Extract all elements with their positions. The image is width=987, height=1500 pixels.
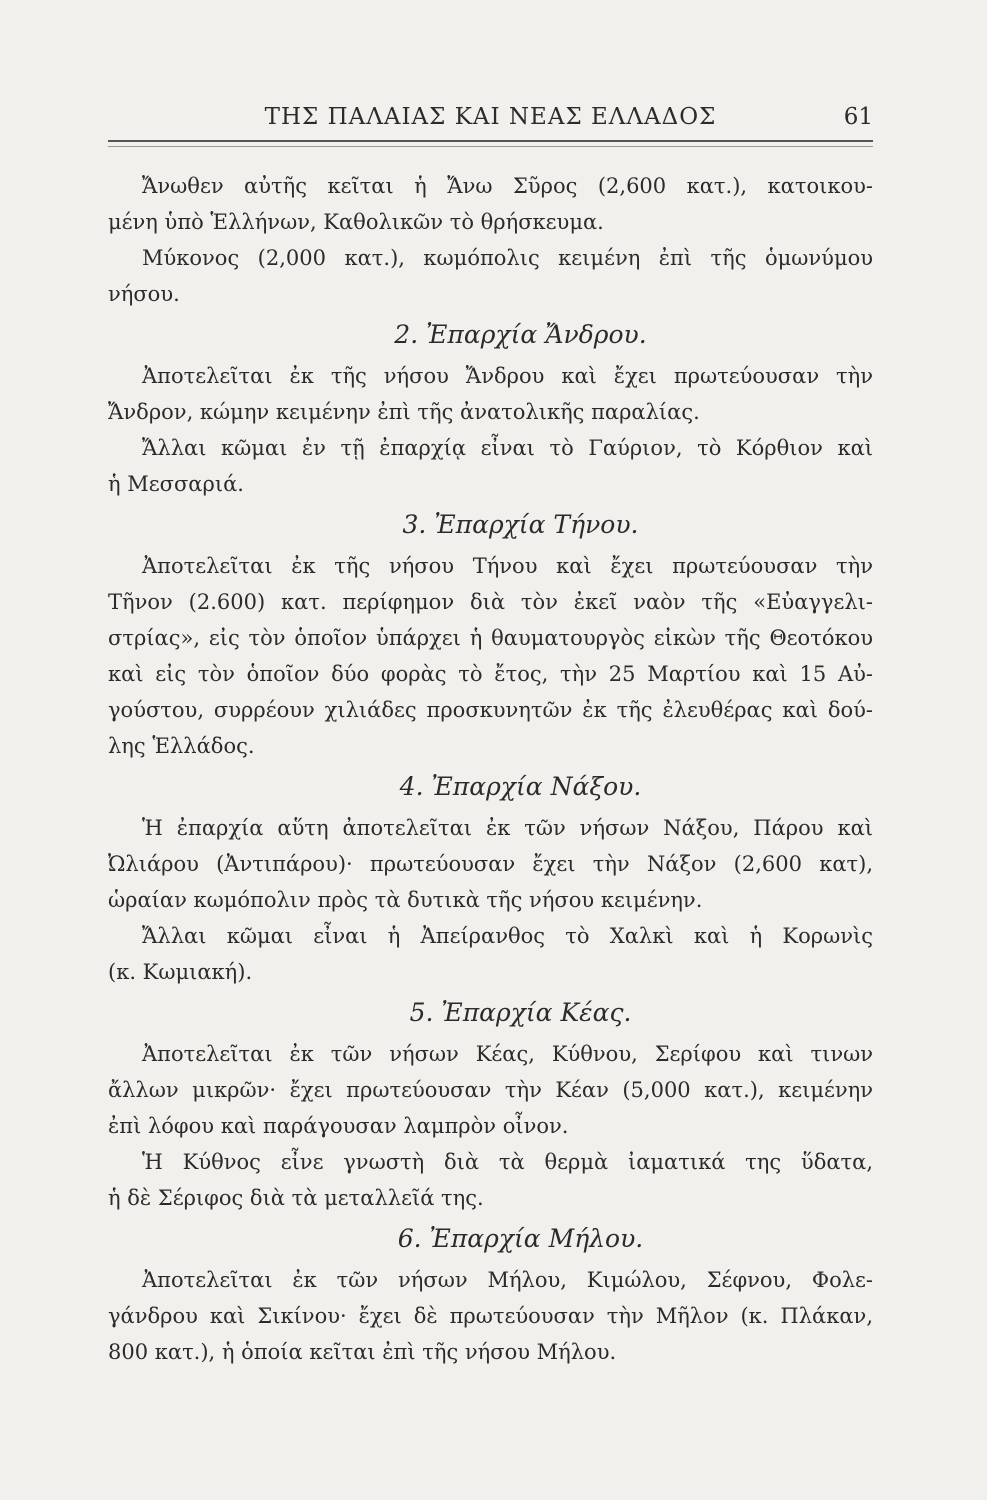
section-heading-tinos: 3. Ἐπαρχία Τήνου.: [402, 510, 639, 539]
page-header: [108, 100, 873, 140]
text-line: Ἄλλαι κῶμαι εἶναι ἡ Ἀπείρανθος τὸ Χαλκὶ καὶ ἡ Κορωνὶς: [142, 924, 873, 948]
text-line: Ἄνωθεν αὐτῆς κεῖται ἡ Ἄνω Σῦρος (2,600 κατ.), κατοικου-: [142, 174, 873, 198]
running-title: ΤΗΣ ΠΑΛΑΙΑΣ ΚΑΙ ΝΕΑΣ ΕΛΛΑΔΟΣ: [264, 104, 717, 130]
text-line: (κ. Κωμιακή).: [108, 960, 253, 984]
section-heading-naxos: 4. Ἐπαρχία Νάξου.: [399, 772, 642, 801]
text-line: Ἡ Κύθνος εἶνε γνωστὴ διὰ τὰ θερμὰ ἰαματικά της ὕδατα,: [142, 1150, 873, 1174]
section-heading-kea: 5. Ἐπαρχία Κέας.: [409, 998, 632, 1027]
text-line: ὡραίαν κωμόπολιν πρὸς τὰ δυτικὰ τῆς νήσου κειμένην.: [108, 888, 703, 912]
text-line: Ἀποτελεῖται ἐκ τῆς νήσου Ἄνδρου καὶ ἔχει πρωτεύουσαν τὴν: [142, 364, 873, 388]
text-line: Ἀποτελεῖται ἐκ τῶν νήσων Κέας, Κύθνου, Σερίφου καὶ τινων: [142, 1042, 873, 1066]
text-line: Ἄνδρον, κώμην κειμένην ἐπὶ τῆς ἀνατολικῆς παραλίας.: [108, 400, 700, 424]
text-line: Ἀποτελεῖται ἐκ τῶν νήσων Μήλου, Κιμώλου, Σέφνου, Φολε-: [142, 1268, 873, 1292]
text-line: Ἀποτελεῖται ἐκ τῆς νήσου Τήνου καὶ ἔχει πρωτεύουσαν τὴν: [142, 554, 873, 578]
text-line: γούστου, συρρέουν χιλιάδες προσκυνητῶν ἐκ τῆς ἐλευθέρας καὶ δού-: [108, 698, 873, 722]
text-line: Ἡ ἐπαρχία αὕτη ἀποτελεῖται ἐκ τῶν νήσων Νάξου, Πάρου καὶ: [142, 816, 873, 840]
page-number: 61: [843, 104, 873, 130]
text-line: ἡ δὲ Σέριφος διὰ τὰ μεταλλεῖά της.: [108, 1186, 484, 1210]
text-line: Μύκονος (2,000 κατ.), κωμόπολις κειμένη ἐπὶ τῆς ὁμωνύμου: [142, 246, 873, 270]
text-line: Ὠλιάρου (Ἀντιπάρου)· πρωτεύουσαν ἔχει τὴν Νάξον (2,600 κατ),: [108, 852, 873, 876]
text-line: στρίας», εἰς τὸν ὁποῖον ὑπάρχει ἡ θαυματουργὸς εἰκὼν τῆς Θεοτόκου: [108, 626, 873, 650]
body-text: [108, 168, 873, 1370]
text-line: 800 κατ.), ἡ ὁποία κεῖται ἐπὶ τῆς νήσου Μήλου.: [108, 1340, 617, 1364]
text-line: γάνδρου καὶ Σικίνου· ἔχει δὲ πρωτεύουσαν τὴν Μῆλον (κ. Πλάκαν,: [108, 1304, 873, 1328]
section-heading-andros: 2. Ἐπαρχία Ἄνδρου.: [394, 320, 647, 349]
text-line: ἐπὶ λόφου καὶ παράγουσαν λαμπρὸν οἶνον.: [108, 1114, 569, 1138]
text-line: μένη ὑπὸ Ἑλλήνων, Καθολικῶν τὸ θρήσκευμα.: [108, 210, 604, 234]
text-line: λης Ἑλλάδος.: [108, 734, 255, 758]
text-line: Ἄλλαι κῶμαι ἐν τῇ ἐπαρχίᾳ εἶναι τὸ Γαύριον, τὸ Κόρθιον καὶ: [142, 436, 873, 460]
text-line: καὶ εἰς τὸν ὁποῖον δύο φορὰς τὸ ἔτος, τὴν 25 Μαρτίου καὶ 15 Αὐ-: [108, 662, 873, 686]
header-rule: [108, 140, 873, 147]
section-heading-milos: 6. Ἐπαρχία Μήλου.: [397, 1224, 644, 1253]
text-line: Τῆνον (2.600) κατ. περίφημον διὰ τὸν ἐκεῖ ναὸν τῆς «Εὐαγγελι-: [108, 590, 873, 614]
text-line: ἡ Μεσσαριά.: [108, 472, 244, 496]
text-line: νήσου.: [108, 282, 180, 306]
text-line: ἄλλων μικρῶν· ἔχει πρωτεύουσαν τὴν Κέαν (5,000 κατ.), κειμένην: [108, 1078, 873, 1102]
